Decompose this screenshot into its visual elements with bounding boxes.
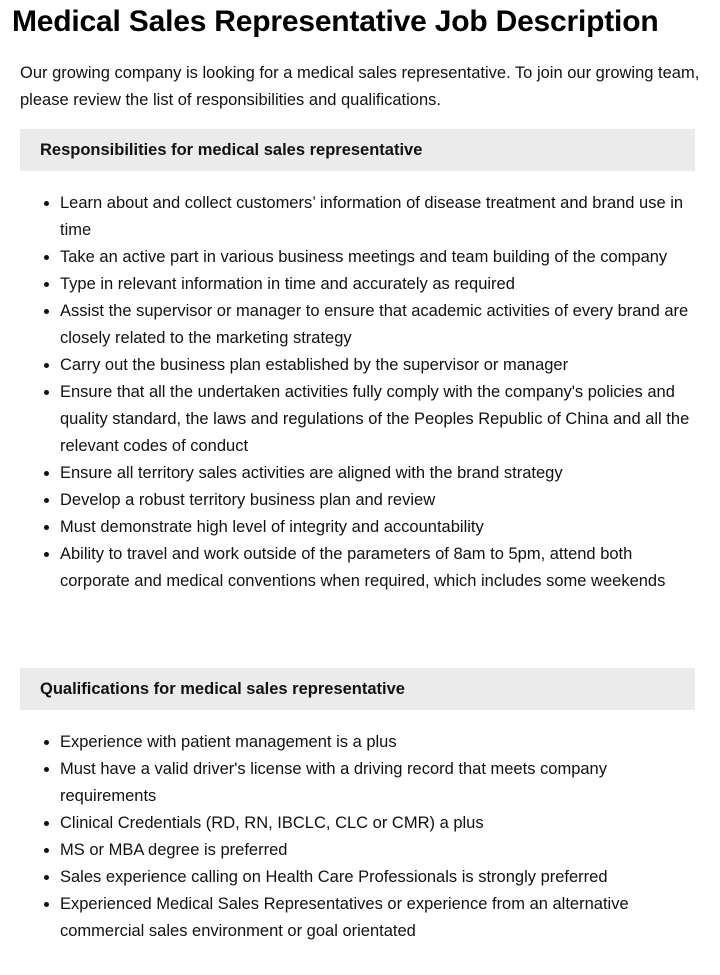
list-item: • Learn about and collect customers’ information of disease treatment and brand use in time [60, 190, 700, 244]
list-item: • Develop a robust territory business plan and review [60, 487, 700, 514]
responsibilities-heading: Responsibilities for medical sales representative [20, 129, 695, 171]
list-item: • Carry out the business plan established by the supervisor or manager [60, 352, 700, 379]
list-item: • Take an active part in various business meetings and team building of the company [60, 244, 700, 271]
list-item: • Assist the supervisor or manager to ensure that academic activities of every brand are closely related to the marketing strategy [60, 298, 700, 352]
list-item: • Experienced Medical Sales Representatives or experience from an alternative commercial sales environment or goal orientated [60, 891, 700, 945]
list-item: • Ability to travel and work outside of the parameters of 8am to 5pm, attend both corporate and medical conventions when required, which includes some weekends [60, 541, 700, 595]
responsibilities-list [20, 190, 700, 595]
list-item: • MS or MBA degree is preferred [60, 837, 700, 864]
page-title: Medical Sales Representative Job Description [12, 5, 659, 38]
list-item: • Experience with patient management is a plus [60, 729, 700, 756]
qualifications-heading: Qualifications for medical sales representative [20, 668, 695, 710]
qualifications-list [20, 729, 700, 945]
list-item: • Ensure that all the undertaken activities fully comply with the company's policies and quality standard, the laws and regulations of the Peoples Republic of China and all the relevant codes of conduct [60, 379, 700, 460]
intro-paragraph: Our growing company is looking for a medical sales representative. To join our growing team, please review the list of responsibilities and qualifications. [20, 64, 700, 109]
list-item: • Must have a valid driver's license with a driving record that meets company requirements [60, 756, 700, 810]
list-item: • Ensure all territory sales activities are aligned with the brand strategy [60, 460, 700, 487]
list-item: • Must demonstrate high level of integrity and accountability [60, 514, 700, 541]
list-item: • Type in relevant information in time and accurately as required [60, 271, 700, 298]
list-item: • Sales experience calling on Health Care Professionals is strongly preferred [60, 864, 700, 891]
list-item: • Clinical Credentials (RD, RN, IBCLC, CLC or CMR) a plus [60, 810, 700, 837]
